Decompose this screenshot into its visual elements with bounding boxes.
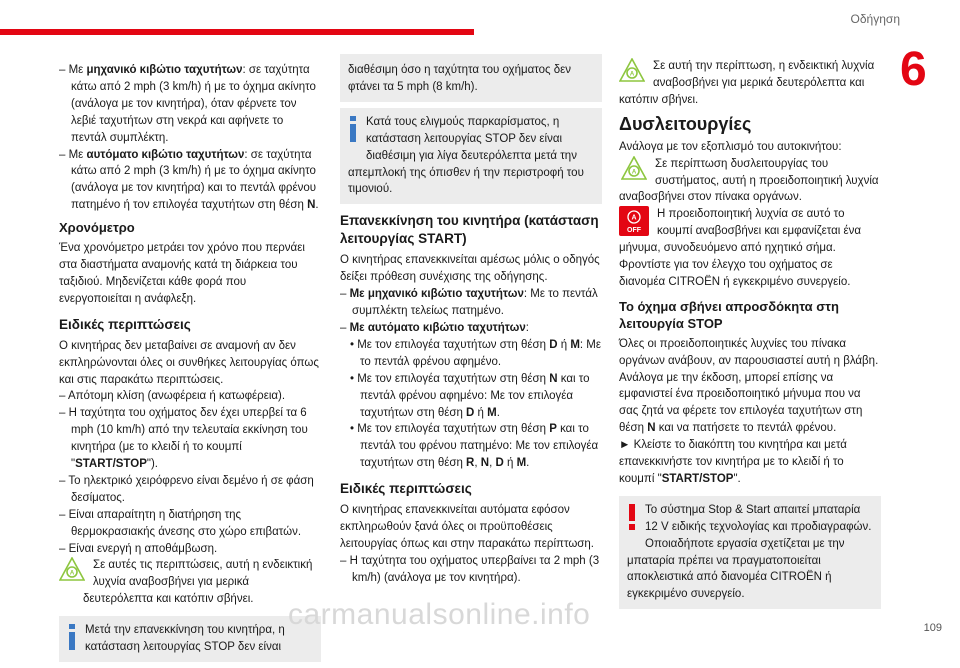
column-1 — [59, 62, 321, 668]
stall-heading: Το όχημα σβήνει απροσδόκητα στη λειτουργία STOP — [619, 298, 839, 331]
chapter-number: 6 — [900, 43, 927, 96]
dealer-text: Φροντίστε για τον έλεγχο του οχήματος σε διανομέα CITROËN ή εγκεκριμένο συνεργείο. — [619, 259, 851, 288]
off-button-paragraph: A OFF Η προειδοποιητική λυχνία σε αυτό το κουμπί αναβοσβήνει και εμφανίζεται ένα μήνυμα, συνοδευόμενο από ηχητικό σήμα. — [619, 208, 862, 255]
list-item: – Η ταχύτητα του οχήματος δεν έχει υπερβεί τα 6 mph (10 km/h) από την τελευταία εκκίνηση του κινητήρα (με το κλειδί ή το κουμπί "START/STOP"). — [59, 407, 308, 471]
svg-text:A: A — [631, 169, 637, 176]
warning-note: Το σύστημα Stop & Start απαιτεί μπαταρία 12 V ειδικής τεχνολογίας και προδιαγραφών. Οποιαδήποτε εργασία σχετίζεται με την μπαταρία πρέπει να πραγματοποιείται αποκλειστικά από διανομέα CITROËN ή εγκεκριμένο συνεργείο. — [619, 496, 881, 609]
restart-intro: Ο κινητήρας επανεκκινείται αμέσως μόλις ο οδηγός δείξει πρόθεση συνέχισης της οδήγησης. — [340, 254, 600, 284]
exclamation-icon — [627, 504, 637, 536]
stop-start-fault-lamp-icon — [621, 156, 647, 186]
special-cases-heading: Ειδικές περιπτώσεις — [59, 316, 191, 332]
info-note-continued: διαθέσιμη όσο η ταχύτητα του οχήματος δεν φτάνει τα 5 mph (8 km/h). — [340, 54, 602, 102]
restart-heading: Επανεκκίνηση του κινητήρα (κατάσταση λειτουργίας START) — [340, 213, 599, 247]
auto-gearbox-stop-item: – Με αυτόματο κιβώτιο ταχυτήτων: σε ταχύτητα κάτω από 2 mph (3 km/h) ή με το όχημα ακίνητο (ανάλογα με τον κινητήρα) και το πεντάλ φρένου πατημένο ή τον επιλογέα ταχυτήτων στη θέση N. — [59, 148, 319, 212]
off-label: OFF — [627, 227, 641, 235]
lamp-paragraph-2: A Σε αυτή την περίπτωση, η ενδεικτική λυχνία αναβοσβήνει για μερικά δευτερόλεπτα και κατόπιν σβήνει. — [619, 60, 875, 106]
manual-gearbox-stop-item: – Με μηχανικό κιβώτιο ταχυτήτων: σε ταχύτητα κάτω από 2 mph (3 km/h) ή με το όχημα ακίνητο (ανάλογα με τον κινητήρα), όταν φέρνετε τον λεβιέ ταχυτήτων στη νεκρά και αφήνετε το πεντάλ συμπλέκτη. — [59, 64, 316, 144]
info-icon — [348, 116, 358, 148]
special-cases-text: Ο κινητήρας επανεκκινείται αυτόματα εφόσον εκπληρωθούν ξανά όλες οι προϋποθέσεις λειτουργίας όπως και στην παρακάτω περίπτωση. — [340, 504, 594, 550]
lamp-paragraph: A Σε αυτές τις περιπτώσεις, αυτή η ενδεικτική λυχνία αναβοσβήνει για μερικά δευτερόλεπτα και κατόπιν σβήνει. — [83, 557, 321, 608]
stop-start-warning-lamp-icon — [619, 58, 645, 88]
page-number: 109 — [923, 622, 942, 634]
list-item: – Είναι απαραίτητη η διατήρηση της θερμοκρασιακής άνεσης στο χώρο επιβατών. — [59, 508, 302, 538]
column-3 — [619, 62, 881, 615]
column-2 — [340, 62, 602, 587]
list-item: – Με μηχανικό κιβώτιο ταχυτήτων: Με το πεντάλ συμπλέκτη τελείως πατημένο. — [340, 288, 598, 318]
header-red-bar — [0, 29, 474, 35]
info-note-parking: Κατά τους ελιγμούς παρκαρίσματος, η κατάσταση λειτουργίας STOP δεν είναι διαθέσιμη για λίγα δευτερόλεπτα μετά την απεμπλοκή της όπισθεν ή την περιστροφή του τιμονιού. — [340, 108, 602, 205]
special-cases-intro: Ο κινητήρας δεν μεταβαίνει σε αναμονή αν δεν εκπληρώνονται όλες οι συνθήκες λειτουργίας όπως και στις παρακάτω περιπτώσεις. — [59, 339, 319, 386]
list-item: – Η ταχύτητα του οχήματος υπερβαίνει τα 2 mph (3 km/h) (ανάλογα με τον κινητήρα). — [340, 554, 600, 584]
info-icon — [67, 624, 77, 656]
svg-text:A: A — [629, 71, 635, 78]
malfunctions-heading: Δυσλειτουργίες — [619, 113, 752, 134]
page-header-title: Οδήγηση — [850, 12, 900, 26]
malfunction-lamp-paragraph: A Σε περίπτωση δυσλειτουργίας του συστήματος, αυτή η προειδοποιητική λυχνία αναβοσβήνει στον πίνακα οργάνων. — [619, 157, 879, 204]
timer-heading: Χρονόμετρο — [59, 220, 135, 236]
info-note: Μετά την επανεκκίνηση του κινητήρα, η κατάσταση λειτουργίας STOP δεν είναι — [59, 616, 321, 662]
stall-text-1: Όλες οι προειδοποιητικές λυχνίες του πίνακα οργάνων ανάβουν, αν παρουσιαστεί αυτή η βλάβη. — [619, 337, 879, 367]
list-item: – Το ηλεκτρικό χειρόφρενο είναι δεμένο ή σε φάση δεσίματος. — [59, 474, 314, 504]
sub-list-item: • Με τον επιλογέα ταχυτήτων στη θέση N και το πεντάλ φρένου αφημένο: Με τον επιλογέα ταχυτήτων στη θέση D ή M. — [350, 372, 590, 419]
stop-start-warning-lamp-icon — [59, 557, 85, 587]
list-item: – Είναι ενεργή η αποθάμβωση. — [59, 542, 218, 555]
watermark: carmanualsonline.info — [288, 598, 591, 631]
list-item: – Απότομη κλίση (ανωφέρεια ή κατωφέρεια). — [59, 390, 286, 403]
stall-text-2: Ανάλογα με την έκδοση, μπορεί επίσης να εμφανιστεί ένα προειδοποιητικό μήνυμα που να σας ζητά να φέρετε τον επιλογέα ταχυτήτων στη θέση N και να πατήσετε το πεντάλ φρένου. — [619, 371, 863, 435]
malfunctions-intro: Ανάλογα με τον εξοπλισμό του αυτοκινήτου: — [619, 140, 842, 153]
special-cases-heading-2: Ειδικές περιπτώσεις — [340, 481, 472, 497]
svg-text:A: A — [631, 214, 637, 222]
sub-list-item: • Με τον επιλογέα ταχυτήτων στη θέση P και το πεντάλ του φρένου πατημένο: Με τον επιλογέα ταχυτήτων στη θέση R, N, D ή M. — [350, 423, 599, 470]
svg-text:A: A — [69, 570, 75, 577]
list-item: – Με αυτόματο κιβώτιο ταχυτήτων: — [340, 321, 529, 334]
timer-text: Ένα χρονόμετρο μετράει τον χρόνο που περνάει στα διαστήματα αναμονής κατά τη διάρκεια του ταξιδιού. Μηδενίζεται κάθε φορά που ενεργοποιείται η ανάφλεξη. — [59, 242, 305, 305]
stop-start-off-button-icon — [619, 206, 649, 236]
stall-action: ► Κλείστε το διακόπτη του κινητήρα και μετά επανεκκινήστε τον κινητήρα με το κλειδί ή το κουμπί "START/STOP". — [619, 439, 847, 485]
sub-list-item: • Με τον επιλογέα ταχυτήτων στη θέση D ή M: Με το πεντάλ φρένου αφημένο. — [350, 338, 602, 368]
